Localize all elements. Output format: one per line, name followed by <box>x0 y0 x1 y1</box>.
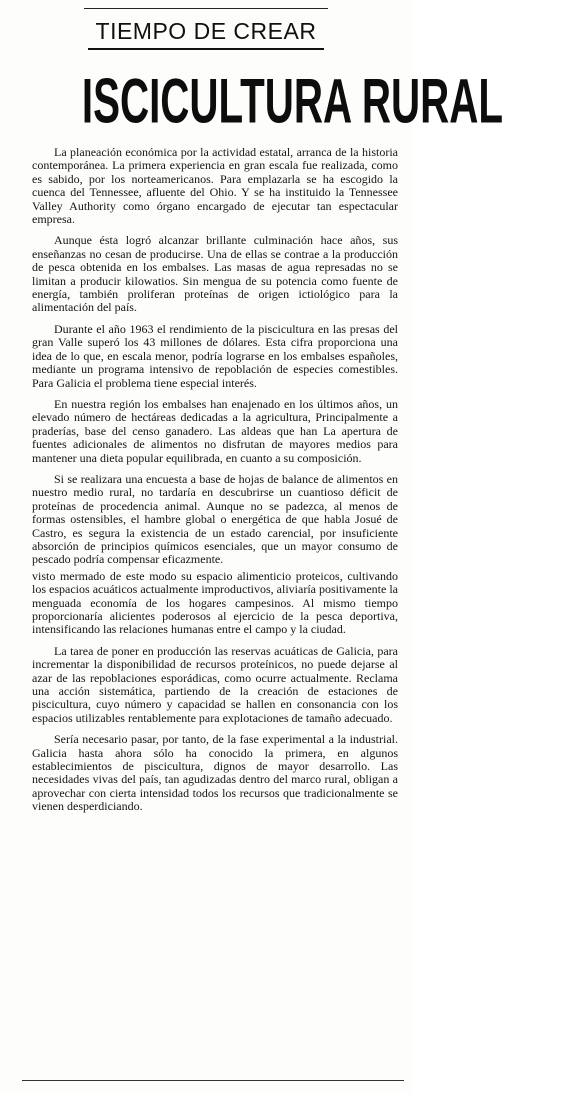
article-headline <box>0 62 503 140</box>
article-paragraph: En nuestra región los embalses han enajenado en los últimos años, un elevado número de hectáreas dedicadas a la agricultura, Principalmente a praderías, base del censo ganadero. Las aldeas que han La apertura de fuentes adicionales de alimentos no disfrutan de mayores medios para mantener una dieta popular equilibrada, en cuanto a su composición. <box>32 396 398 465</box>
article-paragraph: Si se realizara una encuesta a base de hojas de balance de alimentos en nuestro medio rural, no tardaría en descubrirse un cuantioso déficit de proteínas de procedencia animal. Aunque no se padezca, al menos de formas ostensibles, el hambre global o energética de que habla Josué de Castro, es segura la existencia de un estado carencial, por insuficiente absorción de principios químicos esenciales, que un mayor consumo de pescado podría compensar eficazmente. <box>32 471 398 567</box>
article-body <box>32 146 398 822</box>
section-underline <box>88 48 324 50</box>
section-title: TIEMPO DE CREAR <box>95 18 317 44</box>
article-paragraph: visto mermado de este modo su espacio alimenticio proteicos, cultivando los espacios acuáticos actualmente improductivos, aliviaría positivamente la menguada economía de los hogares campesinos. Al mismo tiempo proporcionaría alicientes poderosos al ejercicio de la pesca deportiva, intensificando las relaciones humanas entre el campo y la ciudad. <box>32 568 398 637</box>
section-top-rule <box>84 8 328 9</box>
article-paragraph: La tarea de poner en producción las reservas acuáticas de Galicia, para incrementar la disponibilidad de recursos proteínicos, no puede dejarse al azar de las repoblaciones esporádicas, como ocurre actualmente. Reclama una acción sistemática, partiendo de la creación de estaciones de piscicultura, cuyo número y capacidad se hallen en consonancia con los espacios utilizables rentablemente para explotaciones de tamaño adecuado. <box>32 643 398 725</box>
bottom-rule <box>22 1080 404 1081</box>
article-paragraph: Aunque ésta logró alcanzar brillante culminación hace años, sus enseñanzas no cesan de producirse. Una de ellas se contrae a la producción de pesca obtenida en los embalses. Las masas de agua represadas no se limitan a producir kilowatios. Sin mengua de su potencia como fuente de energía, también proliferan proteínas de origen ictiológico para la alimentación del país. <box>32 233 398 315</box>
article-paragraph: La planeación económica por la actividad estatal, arranca de la historia contemporánea. La primera experiencia en gran escala fue realizada, como es sabido, por los norteamericanos. Para emplazarla se ha escogido la cuenca del Tennessee, afluente del Ohio. Y se ha instituido la Tennessee Valley Authority como órgano encargado de ejecutar tan espectacular empresa. <box>32 145 398 227</box>
article-paragraph: Durante el año 1963 el rendimiento de la piscicultura en las presas del gran Valle superó los 43 millones de dólares. Esta cifra proporciona una idea de lo que, en escala menor, podría lograrse en los embalses españoles, mediante un programa intensivo de repoblación de especies comestibles. Para Galicia el problema tiene especial interés. <box>32 321 398 390</box>
article-paragraph: Sería necesario pasar, por tanto, de la fase experimental a la industrial. Galicia hasta ahora sólo ha conocido la primera, en algunos establecimientos de piscicultura, dignos de mayor desarrollo. Las necesidades vivas del país, tan agudizadas dentro del marco rural, obligan a aprovechar con cierta intensidad todos los recursos que tradicionalmente se vienen desperdiciando. <box>32 732 398 814</box>
section-header <box>84 8 328 50</box>
headline-text: ISCICULTURA RURAL <box>81 65 503 136</box>
